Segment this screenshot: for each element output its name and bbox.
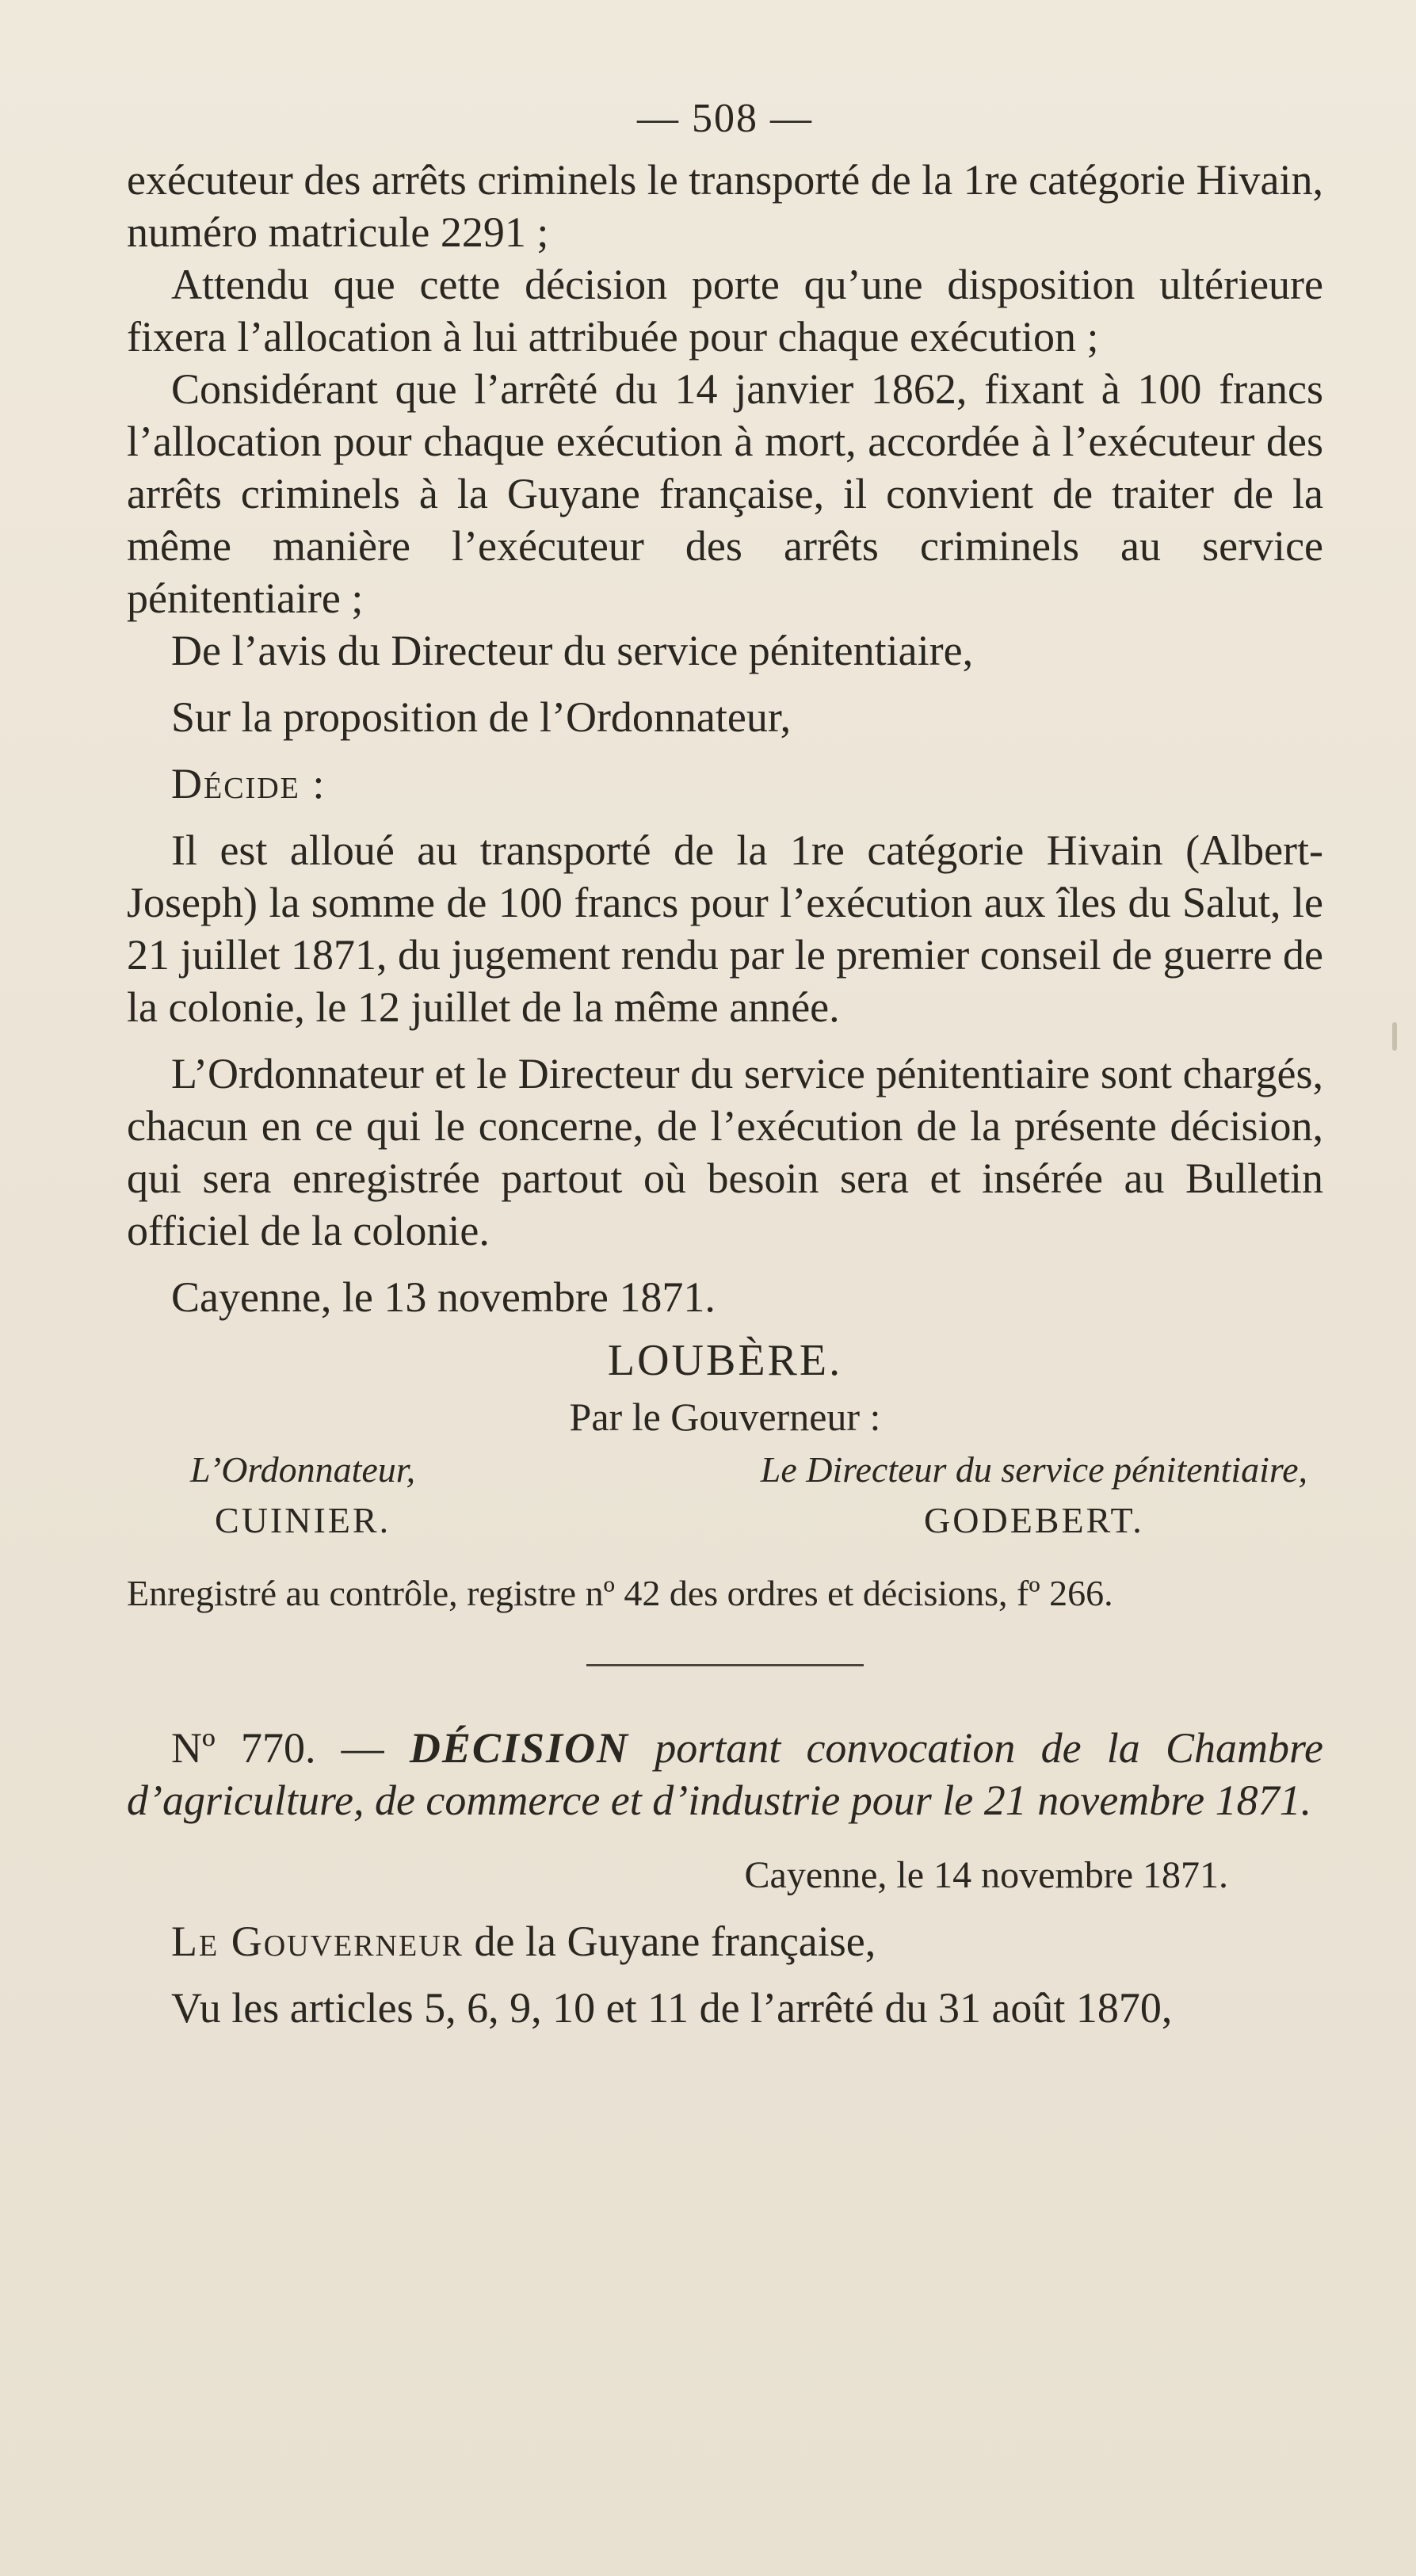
paragraph-vu-articles: Vu les articles 5, 6, 9, 10 et 11 de l’arrêté du 31 août 1870,: [171, 1984, 1173, 2032]
paragraph-alloue: Il est alloué au transporté de la 1re catégorie Hivain (Albert-Joseph) la somme de 100 francs pour l’exécution aux îles du Salut, le 21 juillet 1871, du jugement rendu par le premier conseil de guerre de la colonie, le 12 juillet de la même année.: [127, 826, 1323, 1031]
paragraph-charges: L’Ordonnateur et le Directeur du service pénitentiaire sont chargés, chacun en ce qui le concerne, de l’exécution de la présente décision, qui sera enregistrée partout où besoin sera et insérée au Bulletin officiel de la colonie.: [127, 1050, 1323, 1254]
registration-note: Enregistré au contrôle, registre nº 42 des ordres et décisions, fº 266.: [127, 1573, 1113, 1613]
signature-ordonnateur: [190, 1445, 415, 1545]
paragraph-continuation: exécuteur des arrêts criminels le transporté de la 1re catégorie Hivain, numéro matricule 2291 ;: [127, 156, 1323, 256]
decision-dateline: Cayenne, le 14 novembre 1871.: [744, 1854, 1228, 1896]
paragraph-avis: De l’avis du Directeur du service pénitentiaire,: [171, 627, 974, 674]
paper-mark: [1392, 1022, 1397, 1051]
signature-left-role: L’Ordonnateur,: [190, 1449, 416, 1490]
paragraph-proposition: Sur la proposition de l’Ordonnateur,: [171, 693, 792, 741]
signature-right-role: Le Directeur du service pénitentiaire,: [760, 1449, 1307, 1490]
section-divider: [586, 1664, 864, 1666]
page-content: [127, 95, 1323, 2034]
signature-left-name: CUINIER.: [215, 1500, 391, 1540]
signature-directeur: [761, 1445, 1307, 1545]
decision-title-word: DÉCISION: [409, 1724, 629, 1772]
decision-number: Nº 770. —: [171, 1724, 410, 1772]
paragraph-considerant: Considérant que l’arrêté du 14 janvier 1862, fixant à 100 francs l’allocation pour chaque exécution à mort, accordée à l’exécuteur des arrêts criminels à la Guyane française, il convient de traiter de la même manière l’exécuteur des arrêts criminels au service pénitentiaire ;: [127, 365, 1323, 622]
page-number: — 508 —: [637, 96, 813, 141]
decision-770-heading: [127, 1722, 1323, 1826]
paragraph-date: Cayenne, le 13 novembre 1871.: [171, 1273, 716, 1321]
signature-par-le-gouverneur: Par le Gouverneur :: [569, 1395, 881, 1439]
paragraph-decide: Décide :: [171, 760, 326, 807]
signature-governor: LOUBÈRE.: [607, 1336, 843, 1385]
gouverneur-smallcaps: Le Gouverneur: [171, 1918, 464, 1965]
paragraph-gouverneur: [127, 1915, 1323, 1967]
paragraph-attendu: Attendu que cette décision porte qu’une disposition ultérieure fixera l’allocation à lui attribuée pour chaque exécution ;: [127, 261, 1323, 361]
signature-right-name: GODEBERT.: [924, 1500, 1144, 1540]
gouverneur-rest: de la Guyane française,: [464, 1918, 876, 1965]
decision-title-rest: portant convocation de la Chambre d’agriculture, de commerce et d’industrie pour le 21 novembre 1871.: [127, 1724, 1323, 1824]
signature-row: [127, 1445, 1323, 1545]
